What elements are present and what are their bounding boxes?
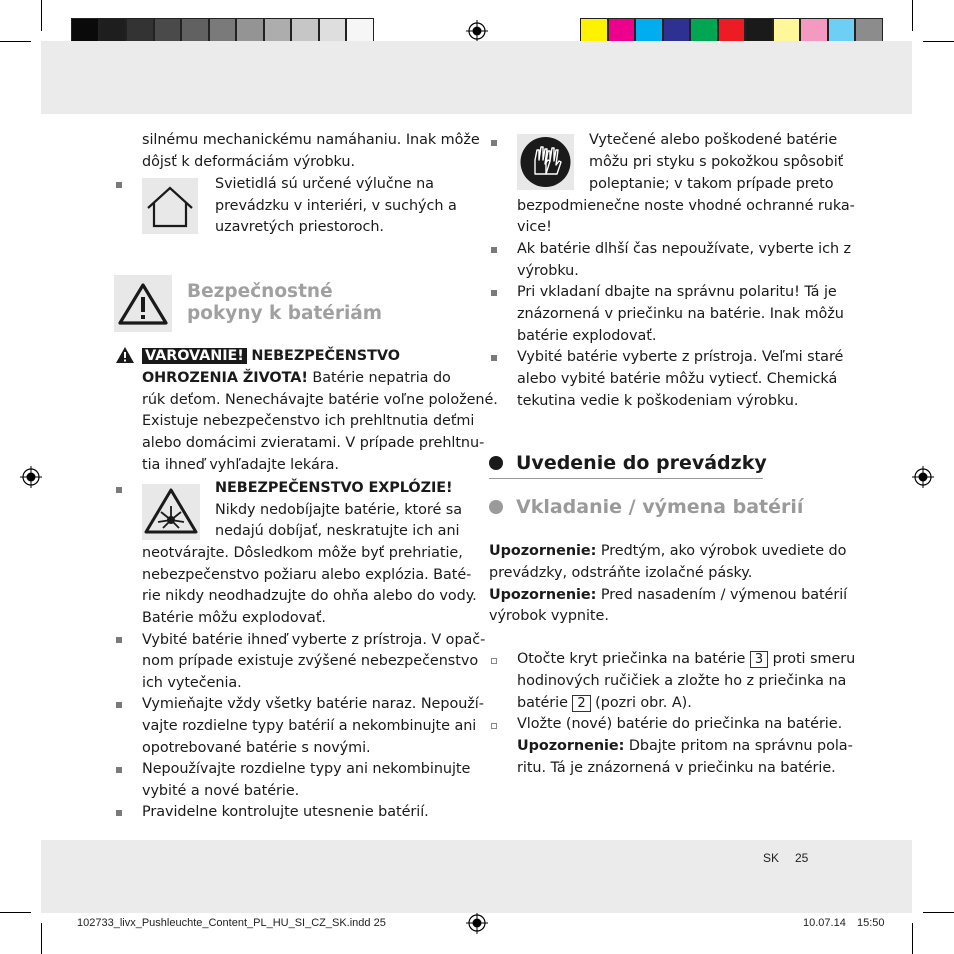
paragraph-line: Ak batérie dlhší čas nepoužívate, vyberte ich z [517, 241, 852, 257]
paragraph-line: Pri vkladaní dbajte na správnu polaritu! Tá je [517, 284, 837, 300]
protective-gloves-icon [517, 134, 574, 190]
bullet [116, 487, 122, 493]
subsection-heading: Vkladanie / výmena batérií [516, 496, 804, 518]
registration-mark-icon [20, 466, 42, 488]
warning-label: VAROVANIE! [142, 348, 247, 364]
section-title: pokyny k batériám [187, 303, 383, 324]
paragraph-line: poleptanie; v takom prípade preto [589, 176, 834, 192]
paragraph-line: môžu pri styku s pokožkou spôsobiť [589, 154, 844, 170]
part-number: 3 [750, 651, 768, 668]
paragraph-line: výrobok vypnite. [489, 608, 609, 624]
part-number: 2 [572, 695, 590, 712]
paragraph-line: bezpodmienečne noste vhodné ochranné ruka- [517, 198, 855, 214]
text-span: Dbajte pritom na správnu pola- [624, 738, 853, 754]
bullet [116, 702, 122, 708]
paragraph-line: znázornená v priečinku na batérie. Inak môžu [517, 306, 844, 322]
paragraph-line: alebo vybité batérie môžu vytiecť. Chemická [517, 371, 838, 387]
section-title: Bezpečnostné [187, 281, 333, 302]
note-label: Upozornenie: [517, 738, 625, 754]
footer-band [41, 840, 912, 913]
registration-mark-icon [912, 466, 934, 488]
registration-mark-icon [466, 20, 488, 42]
page-number: 25 [795, 851, 809, 865]
paragraph-line: rie nikdy neodhadzujte do ohňa alebo do vody. [142, 588, 477, 604]
paragraph-line: uzavretých priestoroch. [215, 219, 384, 235]
text-span: Otočte kryt priečinka na batérie [517, 651, 750, 667]
paragraph-line: Vymieňajte vždy všetky batérie naraz. Nepouží- [142, 696, 484, 712]
indoor-use-icon [142, 178, 198, 234]
slug-date: 10.07.14 [803, 917, 846, 929]
note-label: Upozornenie: [489, 587, 597, 603]
paragraph-line: nedajú dobíjať, neskratujte ich ani [215, 523, 460, 539]
text-span: Batérie nepatria do [307, 370, 451, 386]
slug-time: 15:50 [857, 917, 885, 929]
paragraph-line: opotrebované batérie s novými. [142, 740, 371, 756]
warning-bold: OHROZENIA ŽIVOTA! [142, 370, 308, 386]
paragraph-line: Svietidlá sú určené výlučne na [215, 176, 434, 192]
note-label: Upozornenie: [489, 543, 597, 559]
paragraph-line: nebezpečenstvo požiaru alebo explózia. Baté- [142, 567, 472, 583]
bullet [116, 182, 122, 188]
paragraph-line: neotvárajte. Dôsledkom môže byť prehriatie, [142, 545, 463, 561]
text-span: Predtým, ako výrobok uvediete do [596, 543, 847, 559]
paragraph-line: alebo domácimi zvieratami. V prípade prehltnu- [142, 435, 485, 451]
step-checkbox [491, 658, 497, 664]
paragraph-line: Vložte (nové) batérie do priečinka na batérie. [517, 716, 843, 732]
text-span: Pred nasadením / výmenou batérií [596, 587, 848, 603]
paragraph-line: vajte rozdielne typy batérií a nekombinujte ani [142, 718, 477, 734]
text-span: proti smeru [768, 651, 856, 667]
heading-rule [489, 478, 763, 479]
paragraph-line [489, 585, 847, 607]
paragraph-line: tia ihneď vyhľadajte lekára. [142, 457, 339, 473]
slug-filename: 102733_livx_Pushleuchte_Content_PL_HU_SI_CZ_SK.indd 25 [77, 917, 386, 929]
step-checkbox [491, 723, 497, 729]
paragraph-line: prevádzku v interiéri, v suchých a [215, 198, 457, 214]
paragraph-line: tekutina vedie k poškodeniam výrobku. [517, 393, 799, 409]
paragraph-line: Vytečené alebo poškodené batérie [589, 132, 838, 148]
paragraph-line: rúk deťom. Nenechávajte batérie voľne položené. [142, 392, 498, 408]
bullet [491, 140, 497, 146]
paragraph-line: nom prípade existuje zvýšené nebezpečenstvo [142, 653, 479, 669]
paragraph-line [517, 649, 855, 671]
paragraph-line: Pravidelne kontrolujte utesnenie batérií. [142, 804, 429, 820]
warning-small-icon [115, 346, 135, 364]
explosion-heading: NEBEZPEČENSTVO EXPLÓZIE! [215, 480, 453, 496]
bullet [116, 767, 122, 773]
text-span: batérie [517, 695, 573, 711]
heading-bullet [489, 500, 503, 514]
explosion-hazard-icon [142, 484, 200, 540]
bullet [491, 355, 497, 361]
registration-mark-icon [466, 912, 488, 934]
paragraph-line: vice! [517, 219, 552, 235]
paragraph-line [517, 693, 692, 715]
paragraph-line: prevádzky, odstráňte izolačné pásky. [489, 565, 753, 581]
paragraph-line: vybité a nové batérie. [142, 783, 300, 799]
bullet [116, 810, 122, 816]
paragraph-line: batérie explodovať. [517, 328, 657, 344]
paragraph-line: hodinových ručičiek a zložte ho z priečinka na [517, 673, 847, 689]
paragraph-line: dôjsť k deformáciám výrobku. [142, 154, 355, 170]
paragraph-line: Nepoužívajte rozdielne typy ani nekombinujte [142, 761, 471, 777]
bullet [491, 247, 497, 253]
warning-heading [142, 346, 400, 368]
heading-bullet [489, 456, 503, 470]
warning-bold: NEBEZPEČENSTVO [251, 348, 400, 364]
paragraph-line: Vybité batérie ihneď vyberte z prístroja. V opač- [142, 632, 486, 648]
paragraph-line [517, 736, 853, 758]
section-heading: Uvedenie do prevádzky [516, 452, 767, 474]
paragraph-line: ich vytečenia. [142, 675, 242, 691]
paragraph-line: Batérie môžu explodovať. [142, 610, 326, 626]
paragraph-line: ritu. Tá je znázornená v priečinku na batérie. [517, 760, 836, 776]
paragraph-line: Nikdy nedobíjajte batérie, ktoré sa [215, 502, 462, 518]
paragraph-line: výrobku. [517, 263, 579, 279]
text-span: (pozri obr. A). [590, 695, 692, 711]
paragraph-line: Vybité batérie vyberte z prístroja. Veľmi staré [517, 349, 844, 365]
page-language: SK [763, 851, 780, 865]
bullet [116, 637, 122, 643]
paragraph-line [142, 368, 451, 390]
paragraph-line [489, 541, 846, 563]
header-band [41, 41, 912, 114]
bullet [491, 290, 497, 296]
warning-triangle-icon [114, 275, 172, 332]
paragraph-line: silnému mechanickému namáhaniu. Inak môže [142, 132, 480, 148]
paragraph-line: Existuje nebezpečenstvo ich prehltnutia deťmi [142, 413, 475, 429]
